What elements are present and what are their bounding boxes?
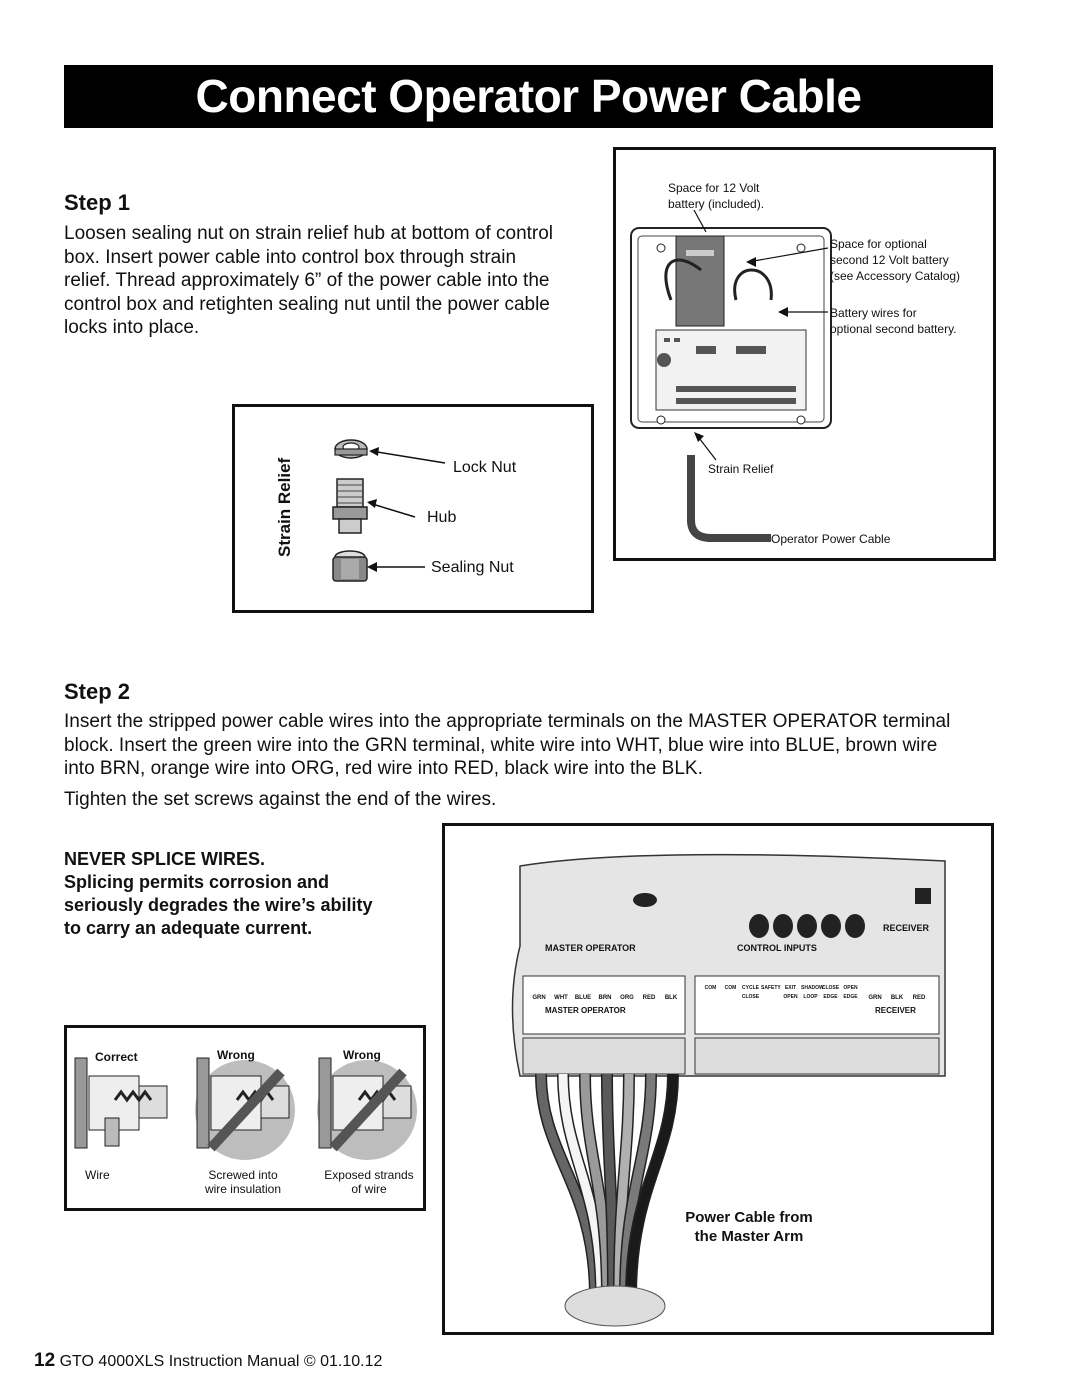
wire-header-correct: Correct [95,1050,138,1064]
terminal-label: BRN [598,995,612,1001]
warning-title: NEVER SPLICE WIRES. [64,849,266,869]
wire-examples-diagram [64,1025,426,1211]
step1-heading: Step 1 [64,190,131,215]
step2-line: Insert the stripped power cable wires into the appropriate terminals on the MASTER OPERATOR terminal [64,711,951,732]
footer-text: GTO 4000XLS Instruction Manual © 01.10.12 [59,1353,383,1370]
terminal-label: BLUE [574,995,592,1001]
step2-heading: Step 2 [64,679,131,704]
power-cable-line: the Master Arm [694,1228,804,1245]
battery-label [668,180,764,212]
terminal-board-icon [445,826,991,1332]
page-footer [34,1350,382,1372]
step2-line: block. Insert the green wire into the GRN terminal, white wire into WHT, blue wire into BLUE, brown wire [64,734,938,756]
receiver-label: RECEIVER [883,923,930,933]
step1-line: Loosen sealing nut on strain relief hub at bottom of control [64,223,554,244]
operator-cable-label: Operator Power Cable [771,532,891,546]
battery-label-line: Space for 12 Volt [668,181,760,195]
step1-line: relief. Thread approximately 6” of the power cable into the [64,270,550,291]
terminal-label: RED [912,995,926,1001]
terminal-label: CLOSE EDGE [821,985,840,1000]
terminal-label: COM [704,985,717,991]
page-title: Connect Operator Power Cable [64,65,993,128]
battery-wires-line: optional second battery. [830,322,957,336]
step2-text [64,710,1024,781]
wire-caption-insulation [199,1168,287,1196]
wire-caption-line: wire insulation [204,1182,282,1196]
wire-caption-line: Screwed into [208,1168,278,1182]
part-label-sealing-nut: Sealing Nut [431,559,514,576]
terminal-label: CYCLE CLOSE [741,985,760,1000]
master-operator-label: MASTER OPERATOR [545,943,636,953]
warning-line: seriously degrades the wire’s ability [64,895,373,915]
wire-caption-line: Exposed strands [324,1168,414,1182]
strain-relief-diagram [232,404,594,613]
control-box-diagram [613,147,996,561]
step1-text [64,222,594,340]
terminal-label: COM [724,985,737,991]
wire-header-wrong-2: Wrong [343,1048,381,1062]
wire-caption-line: of wire [351,1182,387,1196]
terminal-label: RED [642,995,656,1001]
strain-relief-side-label: Strain Relief [275,457,294,557]
optional-battery-label [830,236,960,284]
wire-caption-strands [319,1168,419,1196]
master-terminal-labels [529,994,681,1003]
terminal-label: BLK [664,995,678,1001]
receiver-sub-label: RECEIVER [875,1006,916,1015]
input-terminal-labels [701,984,860,1002]
wire-header-wrong-1: Wrong [217,1048,255,1062]
page-number: 12 [34,1350,56,1371]
part-label-lock-nut: Lock Nut [453,459,517,476]
terminal-label: EXIT OPEN [783,985,798,1000]
terminal-label: SHADOW LOOP [801,985,824,1000]
power-cable-label [669,1208,829,1246]
battery-label-line: battery (included). [668,197,765,211]
battery-wires-line: Battery wires for [830,306,917,320]
terminal-label: SAFETY [761,985,781,991]
tighten-text: Tighten the set screws against the end of the wires. [64,789,497,810]
control-inputs-label: CONTROL INPUTS [737,943,817,953]
step1-line: control box and retighten sealing nut until the power cable [64,293,550,315]
optional-battery-line: (see Accessory Catalog) [830,269,961,283]
step1-line: box. Insert power cable into control box through strain [64,246,517,268]
terminal-block-diagram [442,823,994,1335]
warning-block [64,848,372,940]
part-label-hub: Hub [427,509,457,526]
step2-line: into BRN, orange wire into ORG, red wire into RED, black wire into the BLK. [64,758,703,779]
step1-line: locks into place. [64,317,200,338]
terminal-label: GRN [532,995,546,1001]
terminal-label: OPEN EDGE [843,985,858,1000]
terminal-label: ORG [620,995,634,1001]
power-cable-line: Power Cable from [685,1209,813,1226]
wire-caption-correct: Wire [85,1168,110,1182]
optional-battery-line: Space for optional [830,237,927,251]
strain-relief-label: Strain Relief [708,462,774,476]
master-operator-sub-label: MASTER OPERATOR [545,1006,626,1015]
terminal-label: GRN [868,995,882,1001]
terminal-label: WHT [554,995,568,1001]
warning-line: to carry an adequate current. [64,918,313,938]
battery-wires-label [830,305,957,337]
optional-battery-line: second 12 Volt battery [830,253,949,267]
receiver-terminal-labels [865,994,929,1003]
warning-line: Splicing permits corrosion and [64,872,330,892]
terminal-label: BLK [890,995,904,1001]
